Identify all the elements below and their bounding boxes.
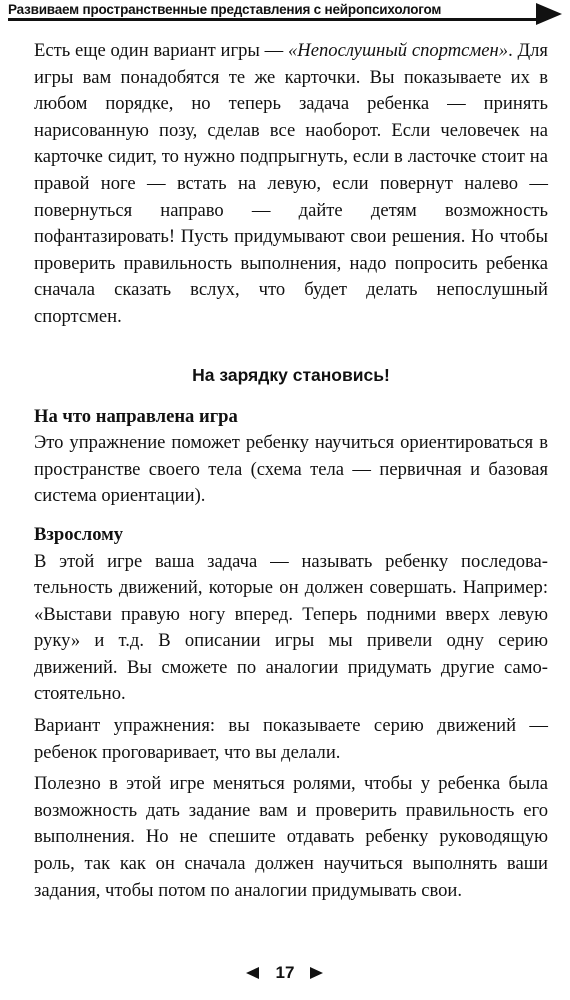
header-rule	[8, 18, 544, 21]
page-footer	[246, 962, 326, 984]
intro-lead: Есть еще один вариант игры —	[34, 40, 288, 61]
running-header	[8, 2, 542, 20]
arrow-right-icon	[310, 967, 323, 979]
arrow-left-icon	[246, 967, 259, 979]
aim-paragraph: Это упражнение поможет ребенку научиться ориентироваться в пространстве своего тела (схема тела — первичная и базовая система ориентации).	[34, 432, 548, 507]
page-body	[34, 38, 548, 904]
adult-paragraph-1: В этой игре ваша задача — называть ребенку последовательность движений, которые он должен совершать. Например: «Выстави правую ногу вперед. Теперь подними вверх левую руку» и т.д. В описании игры мы привели одну серию движений. Вы сможете по аналогии придумать другие самостоятельно.	[34, 550, 548, 705]
section-title: На зарядку становись!	[192, 364, 390, 385]
intro-paragraph	[34, 38, 548, 331]
intro-rest: . Для игры вам понадобятся те же карточки. Вы показываете их в любом порядке, но теперь задача ребенка — принять нарисованную позу, сделав все наоборот. Если человечек на карточке сидит, то нужно подпрыгнуть, если в ласточке стоит на правой ноге — встать на левую, если повернут налево — повернуться направо — дайте детям возможность пофантазировать! Пусть придумывают свои решения. Но чтобы проверить правильность выполнения, надо попросить ребенка сначала сказать вслух, что будет делать непослушный спортсмен.	[34, 40, 548, 327]
header-arrow-right-icon	[536, 3, 562, 25]
adult-paragraph-3: Полезно в этой игре меняться ролями, чтобы у ребенка была возможность дать задание вам и проверить правильность его выполнения. Но не спешите отдавать ребенку руководящую роль, так как он сначала должен научиться выполнять ваши задания, чтобы потом по аналогии придумывать свои.	[34, 773, 548, 901]
aim-heading: На что направлена игра	[34, 405, 238, 427]
page-number: 17	[275, 963, 295, 982]
running-header-title: Развиваем пространственные представления с нейропсихологом	[8, 2, 442, 17]
adult-paragraph-2: Вариант упражнения: вы показываете серию движений — ребенок проговаривает, что вы делали.	[34, 715, 548, 763]
game-name: «Непослушный спортсмен»	[288, 40, 509, 61]
adult-heading: Взрослому	[34, 523, 124, 545]
